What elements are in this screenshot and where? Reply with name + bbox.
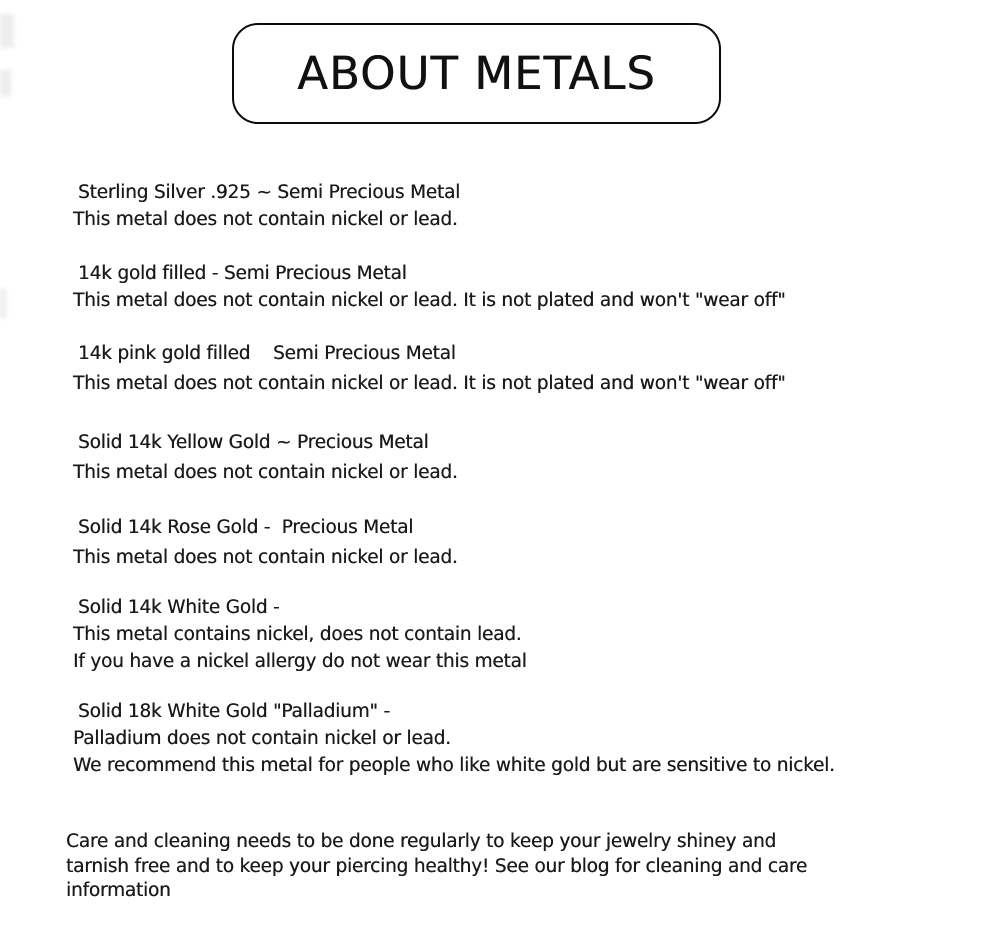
scan-artifact <box>0 14 14 48</box>
care-and-cleaning-note <box>66 830 968 904</box>
care-note-line: tarnish free and to keep your piercing healthy! See our blog for cleaning and care <box>66 855 808 877</box>
care-note-line: information <box>66 880 171 901</box>
metal-description: This metal does not contain nickel or lead. <box>73 547 458 568</box>
metal-description: If you have a nickel allergy do not wear this metal <box>73 651 527 672</box>
metal-description: This metal does not contain nickel or lead. <box>73 209 458 230</box>
metal-heading: Solid 18k White Gold "Palladium" - <box>78 701 390 722</box>
section-solid-18k-white-gold-palladium <box>73 698 968 779</box>
section-14k-pink-gold-filled <box>73 340 968 397</box>
scan-artifact <box>0 288 6 318</box>
metal-heading: Solid 14k Yellow Gold ~ Precious Metal <box>78 432 429 453</box>
metal-description: This metal does not contain nickel or lead. <box>73 462 458 483</box>
care-note-line: Care and cleaning needs to be done regularly to keep your jewelry shiney and <box>66 831 777 852</box>
scan-artifact <box>0 70 11 96</box>
metal-description: This metal contains nickel, does not contain lead. <box>73 624 522 645</box>
metal-heading: Solid 14k White Gold - <box>78 597 280 618</box>
metal-heading: 14k gold filled - Semi Precious Metal <box>78 263 407 284</box>
metal-heading: Sterling Silver .925 ~ Semi Precious Metal <box>78 182 461 203</box>
section-14k-gold-filled <box>73 260 968 314</box>
metal-heading: Solid 14k Rose Gold - Precious Metal <box>78 517 414 538</box>
metal-description: This metal does not contain nickel or lead. It is not plated and won't "wear off" <box>73 373 786 394</box>
section-solid-14k-yellow-gold <box>73 429 968 486</box>
metal-description: Palladium does not contain nickel or lead. <box>73 728 451 749</box>
metal-description: This metal does not contain nickel or lead. It is not plated and won't "wear off" <box>73 290 786 311</box>
metal-heading: 14k pink gold filled Semi Precious Metal <box>78 343 456 364</box>
section-solid-14k-white-gold <box>73 594 968 675</box>
metal-description: We recommend this metal for people who like white gold but are sensitive to nickel. <box>73 755 835 776</box>
section-solid-14k-rose-gold <box>73 514 968 571</box>
page-title: ABOUT METALS <box>297 47 656 100</box>
section-sterling-silver <box>73 179 968 233</box>
title-box <box>232 23 721 124</box>
